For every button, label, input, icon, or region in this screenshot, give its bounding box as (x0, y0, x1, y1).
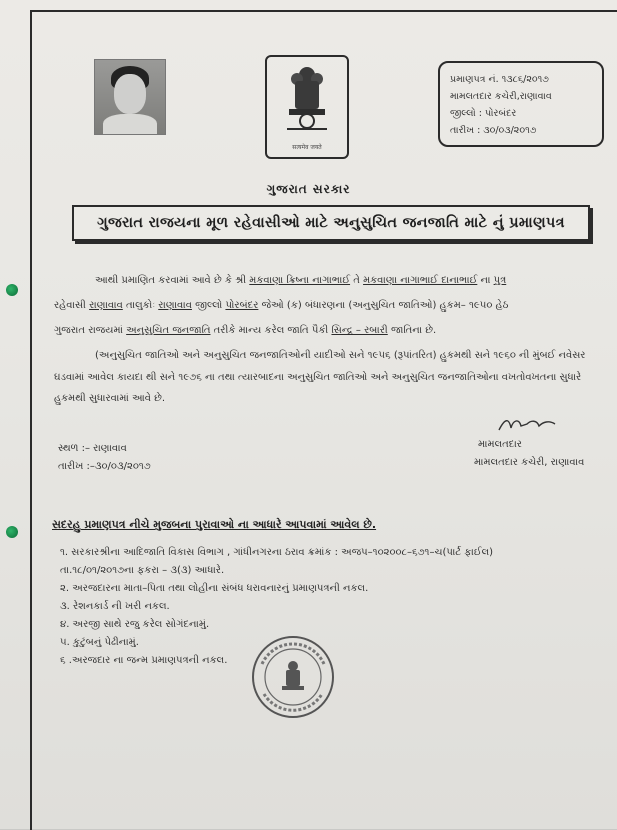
list-item: ૨. અરજદારના માતા–પિતા તથા લોહીના સંબંધ ધરાવનારનું પ્રમાણપત્રની નકલ. (60, 583, 369, 594)
body-line-1: આથી પ્રમાણિત કરવામાં આવે છે કે શ્રી મકવાણા ક્રિષ્ના નાગાભાઈ તે મકવાણા નાગાભાઈ દાનાભાઈ ના પુત્ર (95, 275, 507, 286)
father-name: મકવાણા નાગાભાઈ દાનાભાઈ (363, 275, 478, 286)
officer-block (474, 436, 585, 472)
reference-box (438, 61, 604, 147)
issuing-office: મામલતદાર કચેરી,રાણાવાવ (450, 91, 552, 102)
list-item: ૬ .અરજદાર ના જન્મ પ્રમાણપત્રની નકલ. (60, 655, 228, 666)
punch-hole (6, 284, 18, 296)
government-title: ગુજરાત સરકાર (266, 182, 351, 196)
village: રાણાવાવ (89, 300, 123, 311)
body-line-4: (અનુસુચિત જાતિઓ અને અનુસુચિત જનજાતિઓની યાદીઓ સને ૧૯૫૬ (રૂપાંતરિત) હુકમથી સને ૧૯૬૦ ની મુંબઈ નવેસર (95, 350, 586, 361)
documents-heading: સદરહુ પ્રમાણપત્ર નીચે મુજબના પુરાવાઓ ના આધારે આપવામાં આવેલ છે. (52, 518, 377, 531)
officer-signature (497, 414, 557, 436)
footer-date: તારીખ :–૩૦/૦૩/૨૦૧૭ (58, 461, 151, 472)
national-emblem (265, 55, 349, 159)
district: પોરબંદર (225, 300, 259, 311)
list-item: ૫. કુટુંબનું પેઢીનામું. (60, 637, 139, 648)
place: સ્થળ :– રાણાવાવ (58, 443, 127, 454)
taluka: રાણાવાવ (158, 300, 192, 311)
list-item: ૧. સરકારશ્રીના આદિજાતિ વિકાસ વિભાગ , ગાંધીનગરના ઠરાવ ક્રમાંક : અજપ–૧૦૨૦૦૮–૬૭૧–ચ(પાર્ટ ફાઈલ) (60, 547, 494, 558)
category: અનુસુચિત જનજાતિ (126, 325, 211, 336)
list-item: ૪. અરજી સાથે રજુ કરેલ સોગંદનામું. (60, 619, 210, 630)
place-and-date (58, 440, 151, 476)
emblem-motto: सत्यमेव जयते (292, 144, 322, 151)
punch-hole (6, 526, 18, 538)
body-line-2: રહેવાસી રાણાવાવ તાલુકોઃ રાણાવાવ જીલ્લો પોરબંદર જેઓ (ક) બંધારણના (અનુસુચિત જાતિઓ) હુકમ– ૧૯૫૦ હેઠ (54, 300, 509, 311)
relation: પુત્ર (493, 275, 507, 286)
caste: સિન્દ્ર – રબારી (331, 325, 388, 336)
certificate-title: ગુજરાત રાજયના મૂળ રહેવાસીઓ માટે અનુસુચિત જનજાતિ માટે નું પ્રમાણપત્ર (72, 205, 590, 241)
certificate-number: પ્રમાણપત્ર નં. ૧૩૮૬/૨૦૧૭ (450, 74, 549, 85)
emblem-icon (277, 63, 337, 137)
list-item: ૩. રેશનકાર્ડ ની ખરી નકલ. (60, 601, 170, 612)
officer-title: મામલતદાર (478, 439, 522, 450)
body-line-6: હુકમથી સુધારવામાં આવે છે. (54, 393, 166, 404)
body-line-3: ગુજરાત રાજયમાં અનુસુચિત જનજાતિ તરીકે માન્ય કરેલ જાતિ પૈકી સિન્દ્ર – રબારી જાતિના છે. (54, 325, 437, 336)
list-item: તા.૧૮/૦૧/૨૦૧૭ના ફકરા – ૩(૩) આધારે. (60, 565, 225, 576)
office-seal (250, 634, 336, 720)
issuing-district: જીલ્લો : પોરબંદર (450, 108, 517, 119)
applicant-name: મકવાણા ક્રિષ્ના નાગાભાઈ (249, 275, 351, 286)
applicant-photo (94, 59, 166, 135)
officer-office: મામલતદાર કચેરી, રાણાવાવ (474, 457, 585, 468)
issue-date: તારીખ : ૩૦/૦૩/૨૦૧૭ (450, 125, 537, 136)
body-line-5: ઘડવામાં આવેલ કાયદા થી સને ૧૯૭૬ ના તથા ત્યારબાદના અનુસુચિત જાતિઓ અને અનુસુચિત જનજાતિઓના વખતોવખતના સુધારે (54, 372, 582, 383)
